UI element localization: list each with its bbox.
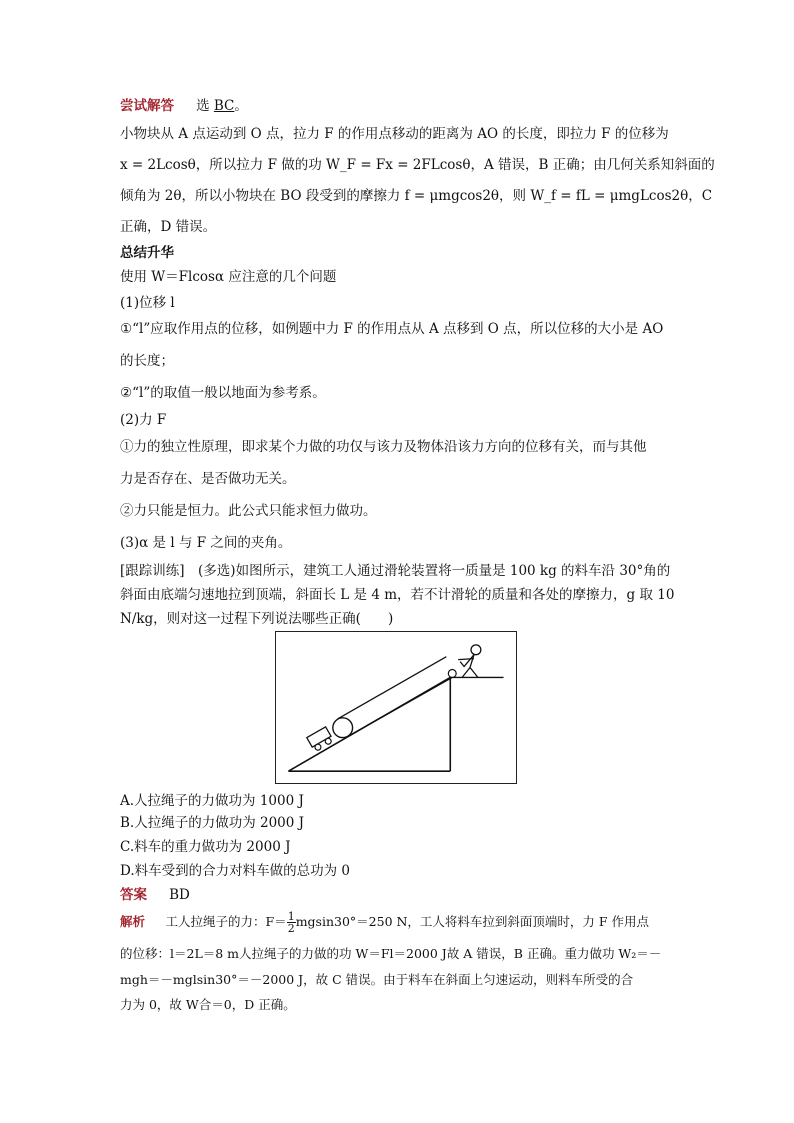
summary-item: ②“l”的取值一般以地面为参考系。 [120, 385, 326, 401]
practice-line-1: [跟踪训练] (多选)如图所示，建筑工人通过滑轮装置将一质量是 100 kg 的料车沿 30°角的 [120, 563, 671, 579]
attempt-choice-letters: BC [213, 98, 235, 114]
analysis-line-4: 力为 0，故 W合＝0，D 正确。 [120, 997, 296, 1012]
answer-value: BD [169, 887, 190, 903]
summary-item: (1)位移 l [120, 295, 175, 311]
summary-title: 总结升华 [120, 245, 174, 261]
solution-line-1: 小物块从 A 点运动到 O 点，拉力 F 的作用点移动的距离为 AO 的长度，即拉力 F 的位移为 [120, 126, 669, 142]
option-d: D.料车受到的合力对料车做的总功为 0 [120, 863, 351, 879]
attempt-label: 尝试解答 [120, 98, 174, 114]
answer-line [120, 885, 190, 905]
practice-line-2: 斜面由底端匀速地拉到顶端，斜面长 L 是 4 m，若不计滑轮的质量和各处的摩擦力，g 取 10 [120, 587, 675, 603]
analysis-label: 解析 [120, 914, 146, 929]
solution-line-2: x = 2Lcosθ，所以拉力 F 做的功 W_F = Fx = 2FLcosθ，A 错误，B 正确；由几何关系知斜面的 [120, 157, 715, 173]
analysis-line-1 [120, 911, 680, 934]
option-b: B.人拉绳子的力做功为 2000 J [120, 815, 305, 831]
summary-item: ②力只能是恒力。此公式只能求恒力做功。 [120, 503, 377, 519]
incline-figure [275, 631, 517, 784]
option-c: C.料车的重力做功为 2000 J [120, 839, 291, 855]
summary-item: ①力的独立性原理，即求某个力做的功仅与该力及物体沿该力方向的位移有关，而与其他 [120, 439, 647, 455]
analysis-text-a: 工人拉绳子的力：F＝ [165, 914, 287, 929]
summary-item: (2)力 F [120, 412, 167, 428]
attempt-line [120, 96, 680, 116]
solution-line-3: 倾角为 2θ，所以小物块在 BO 段受到的摩擦力 f = μmgcos2θ，则 W_f = fL = μmgLcos2θ，C [120, 188, 713, 204]
solution-line-4: 正确，D 错误。 [120, 219, 217, 235]
analysis-line-3: mgh＝－mglsin30°＝－2000 J，故 C 错误。由于料车在斜面上匀速运动，则料车所受的合 [120, 972, 634, 987]
summary-item: 力是否存在、是否做功无关。 [120, 471, 296, 487]
practice-line-3: N/kg，则对这一过程下列说法哪些正确( ) [120, 611, 394, 627]
option-a: A.人拉绳子的力做功为 1000 J [120, 793, 304, 809]
attempt-choice-end: 。 [234, 98, 248, 114]
summary-item: ①“l”应取作用点的位移，如例题中力 F 的作用点从 A 点移到 O 点，所以位移的大小是 AO [120, 321, 664, 337]
summary-item: (3)α 是 l 与 F 之间的夹角。 [120, 535, 292, 551]
attempt-choice: 选 [196, 98, 210, 114]
incline-diagram [276, 632, 516, 783]
answer-label: 答案 [120, 887, 147, 903]
summary-subtitle: 使用 W＝Flcosα 应注意的几个问题 [120, 269, 337, 285]
summary-item: 的长度； [120, 353, 174, 369]
analysis-line-2: 的位移：l＝2L＝8 m人拉绳子的力做的功 W＝Fl＝2000 J故 A 错误，B 正确。重力做功 W₂＝－ [120, 946, 662, 961]
analysis-text-b: mgsin30°＝250 N，工人将料车拉到斜面顶端时，力 F 作用点 [295, 914, 650, 929]
one-half-fraction: $\frac{1}{2}$ [287, 910, 295, 935]
